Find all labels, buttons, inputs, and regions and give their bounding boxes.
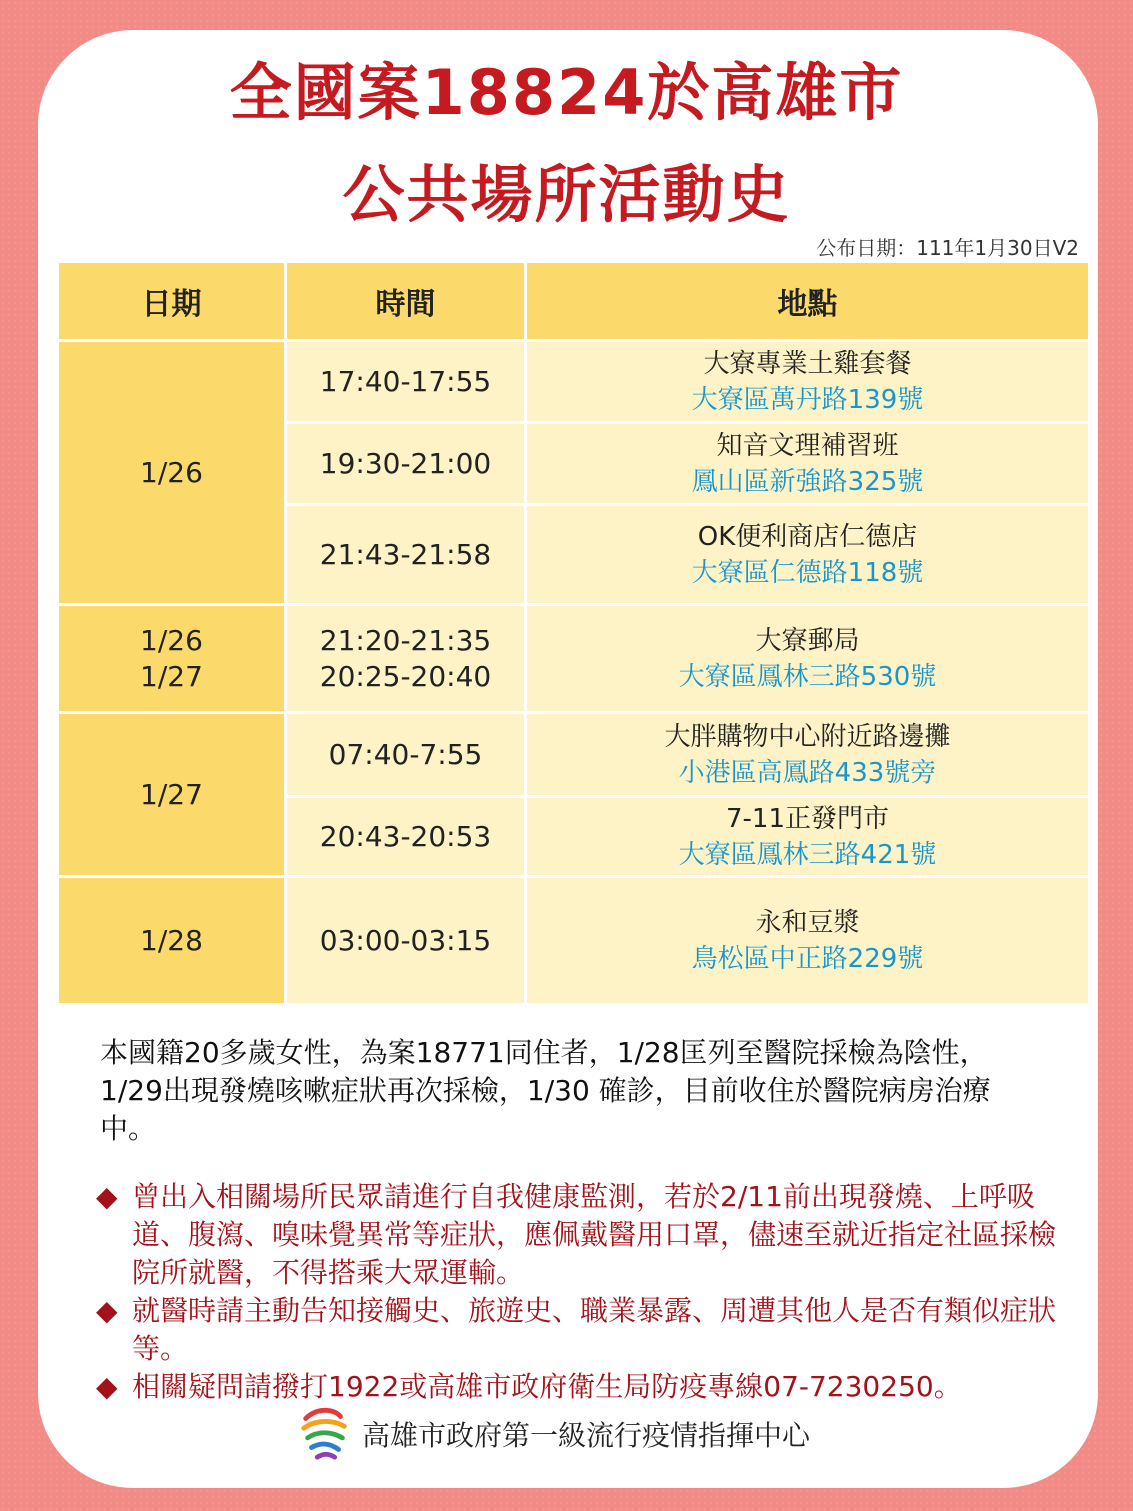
place-address: 大寮區仁德路118號 xyxy=(691,557,924,588)
advisory-text: 相關疑問請撥打1922或高雄市政府衛生局防疫專線07-7230250。 xyxy=(132,1370,962,1403)
place-name: 大寮專業土雞套餐 xyxy=(703,348,912,379)
table-row xyxy=(58,605,1090,713)
case-description: 本國籍20多歲女性，為案18771同住者，1/28匡列至醫院採檢為陰性，1/29出現發燒咳嗽症狀再次採檢，1/30 確診，目前收住於醫院病房治療中。 xyxy=(100,1036,991,1145)
date-cell: 1/26 1/27 xyxy=(58,605,286,713)
place-name: 7-11正發門市 xyxy=(725,803,889,834)
place-address: 小港區高鳳路433號旁 xyxy=(678,757,937,788)
time-cell: 03:00-03:15 xyxy=(286,877,526,1005)
location-cell xyxy=(526,797,1090,877)
place-name: OK便利商店仁德店 xyxy=(697,521,918,552)
footer xyxy=(296,1404,810,1464)
page-title-line1: 全國案18824於高雄市 xyxy=(229,56,904,129)
publish-date: 公布日期：111年1月30日V2 xyxy=(816,236,1079,260)
list-item xyxy=(96,1292,1076,1368)
diamond-bullet-icon: ◆ xyxy=(96,1370,118,1403)
location-cell xyxy=(526,713,1090,797)
table-row xyxy=(58,877,1090,1005)
time-cell: 21:43-21:58 xyxy=(286,505,526,605)
table-row xyxy=(58,713,1090,797)
table-header-row xyxy=(58,262,1090,341)
date-cell: 1/28 xyxy=(58,877,286,1005)
page-title-line2: 公共場所活動史 xyxy=(342,158,791,231)
place-address: 大寮區鳳林三路421號 xyxy=(678,839,937,870)
header-location: 地點 xyxy=(526,262,1090,341)
place-name: 永和豆漿 xyxy=(755,907,860,938)
location-cell xyxy=(526,341,1090,423)
location-cell xyxy=(526,423,1090,505)
organization-name: 高雄市政府第一級流行疫情指揮中心 xyxy=(362,1419,811,1452)
location-cell xyxy=(526,505,1090,605)
place-address: 大寮區萬丹路139號 xyxy=(691,384,924,415)
advisory-text: 曾出入相關場所民眾請進行自我健康監測，若於2/11前出現發燒、上呼吸道、腹瀉、嗅味覺異常等症狀，應佩戴醫用口罩，儘速至就近指定社區採檢院所就醫，不得搭乘大眾運輸。 xyxy=(132,1180,1057,1289)
time-cell: 07:40-7:55 xyxy=(286,713,526,797)
place-address: 大寮區鳳林三路530號 xyxy=(678,661,937,692)
kaohsiung-city-logo-icon xyxy=(296,1405,354,1463)
place-name: 大寮郵局 xyxy=(755,625,860,656)
date-cell: 1/27 xyxy=(58,713,286,877)
advisory-text: 就醫時請主動告知接觸史、旅遊史、職業暴露、周遭其他人是否有類似症狀等。 xyxy=(132,1294,1057,1365)
time-cell: 17:40-17:55 xyxy=(286,341,526,423)
header-date: 日期 xyxy=(58,262,286,341)
date-cell: 1/26 xyxy=(58,341,286,605)
place-name: 大胖購物中心附近路邊攤 xyxy=(664,721,951,752)
diamond-bullet-icon: ◆ xyxy=(96,1180,118,1213)
location-cell xyxy=(526,877,1090,1005)
advisory-list xyxy=(96,1178,1076,1406)
list-item xyxy=(96,1368,1076,1406)
time-cell: 20:43-20:53 xyxy=(286,797,526,877)
place-address: 鳳山區新強路325號 xyxy=(691,466,924,497)
activity-table xyxy=(56,260,1091,1006)
location-cell xyxy=(526,605,1090,713)
table-row xyxy=(58,341,1090,423)
time-cell: 19:30-21:00 xyxy=(286,423,526,505)
diamond-bullet-icon: ◆ xyxy=(96,1294,118,1327)
time-cell: 21:20-21:35 20:25-20:40 xyxy=(286,605,526,713)
list-item xyxy=(96,1178,1076,1292)
place-name: 知音文理補習班 xyxy=(716,430,899,461)
header-time: 時間 xyxy=(286,262,526,341)
place-address: 鳥松區中正路229號 xyxy=(691,943,924,974)
